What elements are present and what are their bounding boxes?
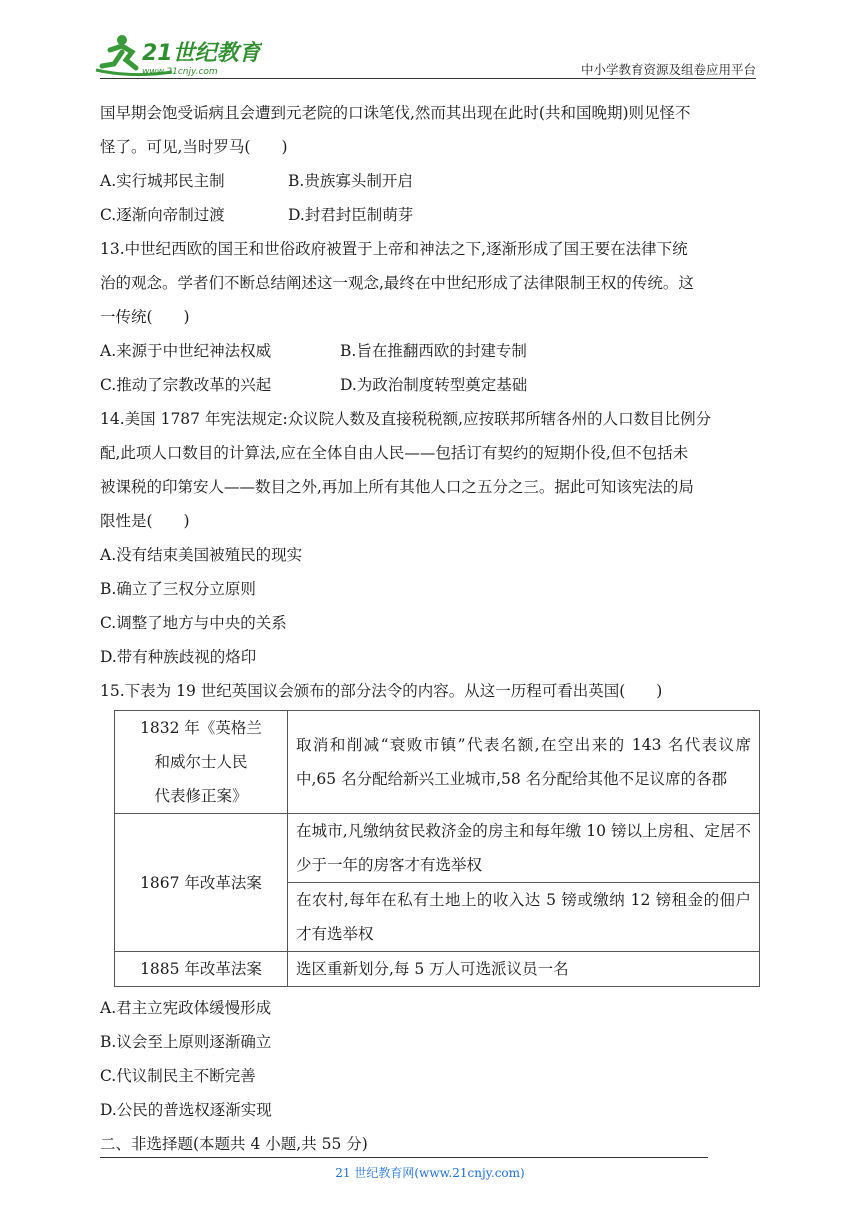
- law-name-line: 代表修正案》: [154, 787, 248, 805]
- question-stem-line: 14.美国 1787 年宪法规定:众议院人数及直接税税额,应按联邦所辖各州的人口数目比例分: [100, 410, 712, 428]
- question-stem-line: 13.中世纪西欧的国王和世俗政府被置于上帝和神法之下,逐渐形成了国王要在法律下统: [100, 240, 688, 258]
- question-stem-line: 治的观念。学者们不断总结阐述这一观念,最终在中世纪形成了法律限制王权的传统。这: [100, 274, 694, 292]
- option-b[interactable]: B.确立了三权分立原则: [100, 580, 256, 598]
- law-content-cell: 选区重新划分,每 5 万人可选派议员一名: [288, 952, 760, 987]
- page-header: [0, 0, 860, 80]
- question-stem-line: 一传统( ): [100, 308, 190, 326]
- logo-url: www.21cnjy.com: [142, 67, 218, 77]
- option-a[interactable]: A.君主立宪政体缓慢形成: [100, 999, 272, 1017]
- question-14: [100, 402, 762, 674]
- option-c[interactable]: C.调整了地方与中央的关系: [100, 614, 287, 632]
- law-content-cell: 在城市,凡缴纳贫民救济金的房主和每年缴 10 镑以上房租、定居不少于一年的房客才有选举权: [288, 814, 760, 883]
- option-d[interactable]: D.封君封臣制萌芽: [288, 206, 414, 224]
- options-row: [100, 198, 762, 232]
- option-b[interactable]: B.议会至上原则逐渐确立: [100, 1033, 272, 1051]
- option-a[interactable]: A.实行城邦民主制: [100, 172, 225, 190]
- page-content: [100, 96, 762, 1161]
- law-content-cell: 取消和削减“衰败市镇”代表名额,在空出来的 143 名代表议席中,65 名分配给新兴工业城市,58 名分配给其他不足议席的各郡: [288, 711, 760, 814]
- question-15: [100, 674, 762, 1127]
- header-divider: [100, 78, 756, 79]
- options-row: [100, 368, 762, 402]
- options-row: [100, 164, 762, 198]
- option-c[interactable]: C.推动了宗教改革的兴起: [100, 376, 272, 394]
- law-name-line: 和威尔士人民: [154, 753, 248, 771]
- table-row: [115, 711, 760, 814]
- table-row: [115, 814, 760, 883]
- question-stem-line: 限性是( ): [100, 512, 190, 530]
- law-name-cell: [115, 711, 288, 814]
- question-13: [100, 232, 762, 402]
- option-d[interactable]: D.公民的普选权逐渐实现: [100, 1101, 272, 1119]
- option-a[interactable]: A.来源于中世纪神法权威: [100, 342, 272, 360]
- platform-name: 中小学教育资源及组卷应用平台: [580, 62, 756, 77]
- question-stem-line: 国早期会饱受诟病且会遭到元老院的口诛笔伐,然而其出现在此时(共和国晚期)则见怪不: [100, 104, 691, 122]
- footer-divider: [100, 1157, 708, 1158]
- footer-link[interactable]: 21 世纪教育网(www.21cnjy.com): [335, 1166, 525, 1180]
- laws-table: [114, 710, 760, 987]
- question-stem-line: 怪了。可见,当时罗马( ): [100, 138, 288, 156]
- option-d[interactable]: D.带有种族歧视的烙印: [100, 648, 257, 666]
- question-stem-line: 15.下表为 19 世纪英国议会颁布的部分法令的内容。从这一历程可看出英国( ): [100, 682, 663, 700]
- option-b[interactable]: B.贵族寡头制开启: [288, 172, 413, 190]
- question-stem-line: 配,此项人口数目的计算法,应在全体自由人民——包括订有契约的短期仆役,但不包括未: [100, 444, 689, 462]
- law-name-cell: 1885 年改革法案: [115, 952, 288, 987]
- section-heading: 二、非选择题(本题共 4 小题,共 55 分): [100, 1135, 368, 1153]
- options-row: [100, 334, 762, 368]
- site-logo[interactable]: [92, 30, 262, 80]
- law-content-cell: 在农村,每年在私有土地上的收入达 5 镑或缴纳 12 镑租金的佃户才有选举权: [288, 883, 760, 952]
- logo-text: 21世纪教育: [142, 41, 261, 66]
- question-12: [100, 96, 762, 232]
- option-d[interactable]: D.为政治制度转型奠定基础: [340, 376, 528, 394]
- question-stem-line: 被课税的印第安人——数目之外,再加上所有其他人口之五分之三。据此可知该宪法的局: [100, 478, 694, 496]
- option-c[interactable]: C.逐渐向帝制过渡: [100, 206, 225, 224]
- table-row: [115, 952, 760, 987]
- law-name-cell: 1867 年改革法案: [115, 814, 288, 952]
- option-a[interactable]: A.没有结束美国被殖民的现实: [100, 546, 303, 564]
- option-c[interactable]: C.代议制民主不断完善: [100, 1067, 256, 1085]
- runner-logo-icon: [92, 30, 262, 80]
- option-b[interactable]: B.旨在推翻西欧的封建专制: [340, 342, 527, 360]
- law-name-line: 1832 年《英格兰: [140, 719, 262, 737]
